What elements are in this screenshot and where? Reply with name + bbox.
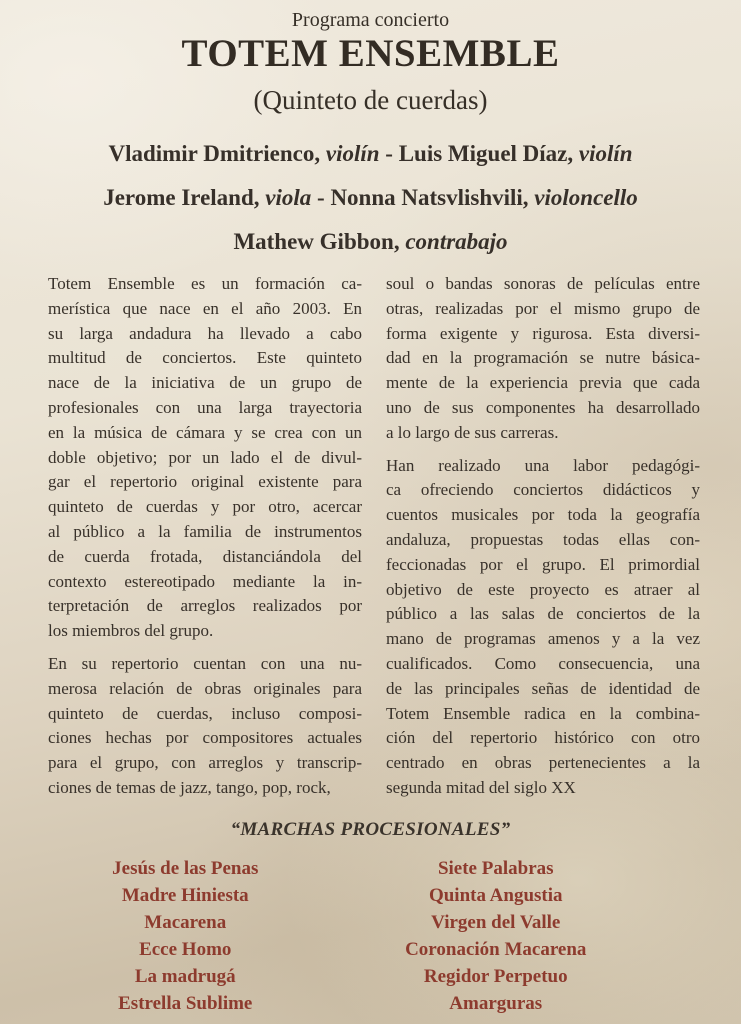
right-column — [386, 272, 700, 801]
instrument-label: contrabajo — [405, 229, 508, 254]
ensemble-subtitle: (Quinteto de cuerdas) — [253, 85, 488, 115]
text-line: en la música de cámara y se crea con un — [48, 422, 362, 442]
marcha-item: Quinta Angustia — [428, 884, 563, 906]
performer-name: Vladimir Dmitrienco, — [108, 141, 326, 166]
marchas-list-left — [0, 855, 371, 1017]
text-line: de las principales señas de identidad de — [386, 678, 700, 698]
text-line: ciones de temas de jazz, tango, pop, rock, — [48, 777, 331, 797]
text-line: mano de programas amenos y a la vez — [386, 629, 700, 649]
text-line: ca ofreciendo conciertos didácticos y — [386, 480, 700, 500]
ensemble-title: TOTEM ENSEMBLE — [181, 32, 560, 75]
marcha-item: Regidor Perpetuo — [423, 965, 568, 987]
text-line: contexto estereotipado mediante la in- — [48, 571, 362, 591]
separator-dash: - — [311, 185, 331, 210]
text-line: quinteto de cuerdas, incluso composi- — [48, 703, 362, 723]
marcha-item: Estrella Sublime — [118, 992, 253, 1014]
text-line: público a las salas de conciertos de la — [386, 604, 700, 624]
text-line: cuentos musicales por toda la geografía — [386, 505, 700, 525]
program-label: Programa concierto — [291, 9, 450, 31]
paragraph-pedagogy — [386, 454, 700, 801]
text-line: En su repertorio cuentan con una nu- — [48, 653, 362, 673]
text-line: Totem Ensemble es un formación ca- — [48, 274, 362, 293]
text-line: mente de la experiencia previa que cada — [386, 373, 700, 393]
marcha-item: Coronación Macarena — [405, 938, 587, 960]
text-line: de cuerda frotada, distanciándola del — [48, 546, 362, 566]
text-line: feccionadas por el grupo. El primordial — [386, 554, 700, 574]
text-line: nace de la iniciativa de un grupo de — [48, 373, 362, 393]
text-line: multitud de conciertos. Este quinteto — [48, 348, 362, 368]
performer-row — [0, 132, 741, 176]
text-line: forma exigente y rigurosa. Esta diversi- — [386, 323, 700, 343]
text-line: Totem Ensemble radica en la combina- — [386, 703, 700, 723]
paragraph-repertoire-continued — [386, 272, 700, 446]
text-line: los miembros del grupo. — [48, 621, 214, 641]
instrument-label: violoncello — [534, 185, 638, 210]
body-columns — [0, 272, 741, 801]
text-line: profesionales con una larga trayectoria — [48, 397, 362, 417]
paragraph-history — [48, 272, 362, 644]
separator-dash: - — [379, 141, 399, 166]
performer-name: Luis Miguel Díaz, — [398, 141, 579, 166]
text-line: cualificados. Como consecuencia, una — [386, 653, 700, 673]
left-column — [48, 272, 362, 801]
performer-name: Nonna Natsvlishvili, — [330, 185, 535, 210]
marcha-item: Macarena — [144, 911, 227, 933]
text-line: dad en la programación se nutre básica- — [386, 348, 700, 368]
instrument-label: viola — [265, 185, 312, 210]
text-line: ciones hechas por compositores actuales — [48, 728, 362, 748]
marcha-item: Virgen del Valle — [431, 911, 561, 933]
marcha-item: Ecce Homo — [139, 938, 232, 960]
marcha-item: Amarguras — [449, 992, 543, 1014]
text-line: Han realizado una labor pedagógi- — [386, 455, 700, 475]
text-line: merística que nace en el año 2003. En — [48, 298, 362, 318]
text-line: a lo largo de sus carreras. — [386, 422, 559, 442]
text-line: doble objetivo; por un lado el de divul- — [48, 447, 362, 467]
text-line: soul o bandas sonoras de películas entre — [386, 274, 700, 293]
marcha-item: Jesús de las Penas — [112, 857, 259, 879]
text-line: su larga andadura ha llevado a cabo — [48, 323, 362, 343]
marchas-lists — [0, 855, 741, 1017]
text-line: gar el repertorio original existente para — [48, 472, 362, 492]
text-line: para el grupo, con arreglos y transcrip- — [48, 753, 362, 773]
marcha-item: Madre Hiniesta — [121, 884, 249, 906]
text-line: ción del repertorio histórico con otro — [386, 728, 700, 748]
marchas-heading: “MARCHAS PROCESIONALES” — [230, 818, 511, 840]
marcha-item: Siete Palabras — [437, 857, 554, 879]
text-line: quinteto de cuerdas y por otro, acercar — [48, 497, 362, 517]
paragraph-repertoire — [48, 652, 362, 801]
instrument-label: violín — [325, 141, 380, 166]
performer-name: Jerome Ireland, — [103, 185, 266, 210]
text-line: objetivo de este proyecto es atraer al — [386, 579, 700, 599]
text-line: centrado en obras pertenecientes a la — [386, 753, 700, 773]
text-line: al público a la familia de instrumentos — [48, 521, 362, 541]
performers-list — [0, 132, 741, 264]
marchas-list-right — [371, 855, 741, 1017]
text-line: otras, realizadas por el mismo grupo de — [386, 298, 700, 318]
text-line: uno de sus componentes ha desarrollado — [386, 397, 700, 417]
text-line: terpretación de arreglos realizados por — [48, 596, 362, 616]
performer-row — [0, 220, 741, 264]
performer-name: Mathew Gibbon, — [233, 229, 406, 254]
performer-row — [0, 176, 741, 220]
marcha-item: La madrugá — [134, 965, 236, 987]
instrument-label: violín — [578, 141, 633, 166]
text-line: segunda mitad del siglo XX — [386, 777, 576, 797]
text-line: merosa relación de obras originales para — [48, 678, 362, 698]
text-line: andaluza, propuestas todas ellas con- — [386, 529, 700, 549]
